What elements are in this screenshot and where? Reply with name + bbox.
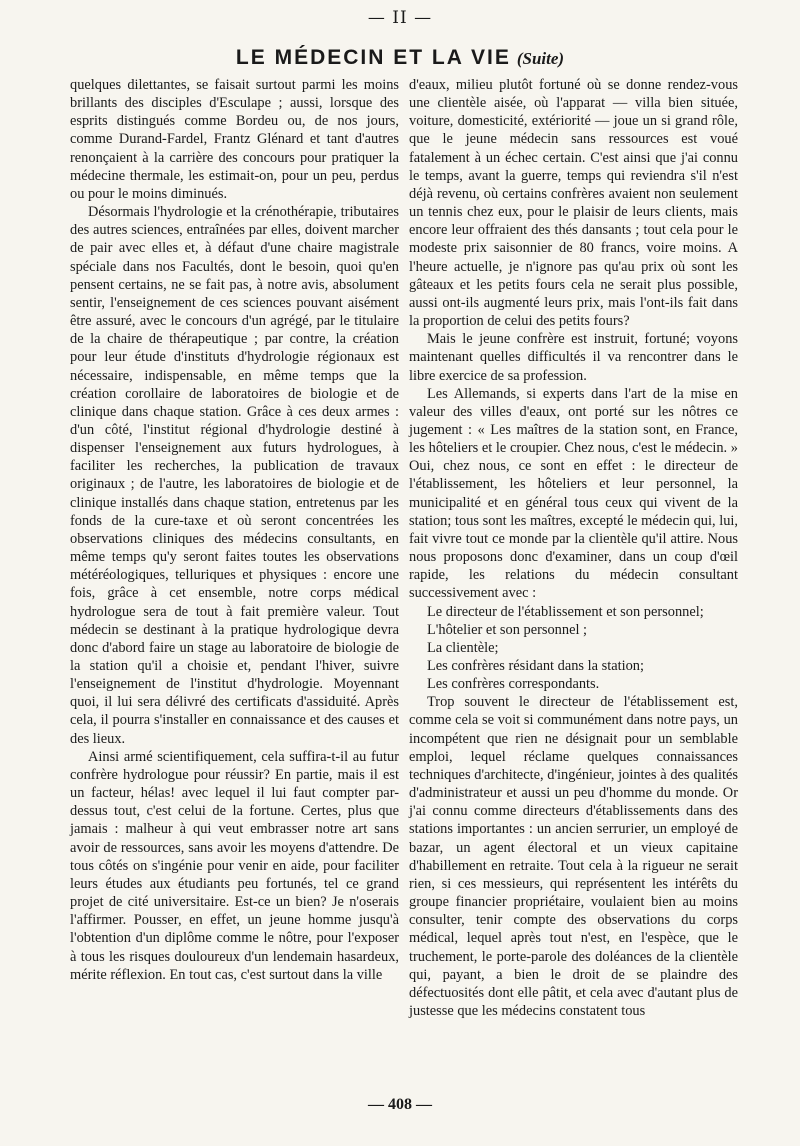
header-title: LE MÉDECIN ET LA VIE <box>235 46 511 69</box>
right-column <box>409 76 738 1020</box>
left-paragraph-2: Désormais l'hydrologie et la crénothérapie, tributaires des autres sciences, entraînées par elles, doivent marcher de pair avec elles et, à défaut d'une chaire magistrale spéciale dans nos Facultés, dont le besoin, quoi qu'en pensent certains, ne se fait pas, à notre avis, absolument sentir, l'enseignement de ces sciences pouvant aisément être assuré, avec le concours d'un agrégé, par le titulaire de la chaire de thérapeutique ; par contre, la création pour leur étude d'instituts d'hydrologie régionaux est nécessaire, indispensable, en même temps que la création corollaire de laboratoires de biologie et de clinique dans chaque station. Grâce à ces deux armes : d'un côté, l'institut régional d'hydrologie destiné à dispenser l'enseignement aux futurs hydrologues, à faciliter les recherches, la publication de travaux originaux ; de l'autre, les laboratoires de biologie et de clinique installés dans chaque station, entretenus par les fonds de la cure-taxe et où seront concentrées les observations cliniques des médecins consultants, en même temps qu'y seront faites toutes les observations météréologiques, telluriques et physiques : encore une fois, grâce à cet ensemble, notre corps médical hydrologue sera de tout à fait première valeur. Tout médecin se destinant à la pratique hydrologique devra donc d'abord faire un stage au laboratoire de biologie de la station qu'il a choisie et, pendant l'hiver, suivre l'enseignement de l'institut d'hydrologie. Moyennant quoi, il lui sera délivré des certificats d'assiduité. Après cela, il pourra s'installer en connaissance et des causes et des lieux. <box>70 204 399 747</box>
right-paragraph-1: d'eaux, milieu plutôt fortuné où se donne rendez-vous une clientèle aisée, où l'apparat — villa bien située, voiture, domesticité, extériorité — joue un si grand rôle, que le jeune médecin sans ressources est voué fatalement à un échec certain. C'est ainsi que j'ai connu le temps, avant la guerre, temps qui reviendra s'il n'est déjà revenu, où certains confrères avaient non seulement un tennis chez eux, pour le plaisir de leurs clients, mais encore leur offraient des thés dansants ; tout cela pour le modeste prix saisonnier de 80 francs, voire moins. A l'heure actuelle, je n'ignore pas qu'au prix où sont les gâteaux et les petits fours cela ne serait plus possible, aussi ont-ils augmenté leurs prix, mais l'ont-ils fait dans la proportion de celui des petits fours? <box>409 77 738 330</box>
page-number-bottom: — 408 — <box>368 1096 432 1113</box>
page-header <box>0 46 800 70</box>
list-item: L'hôtelier et son personnel ; <box>427 621 588 638</box>
left-paragraph-3: Ainsi armé scientifiquement, cela suffira-t-il au futur confrère hydrologue pour réussir? En partie, mais il est un facteur, hélas! avec lequel il lui faut compter par-dessus tout, c'est celui de la fortune. Certes, plus que jamais : malheur à qui veut embrasser notre art sans avoir de ressources, sans avoir les moyens d'attendre. De tous côtés on s'ingénie pour venir en aide, pour faciliter leurs études aux étudiants peu fortunés, tel ce grand projet de cité universitaire. Est-ce un bien? Je n'oserais l'affirmer. Pousser, en effet, un jeune homme jusqu'à l'obtention d'un diplôme comme le nôtre, pour l'exposer à tous les risques douloureux d'un lendemain hasardeux, mérite réflexion. En tout cas, c'est surtout dans la ville <box>70 748 399 983</box>
left-column <box>70 76 399 984</box>
right-paragraph-2: Mais le jeune confrère est instruit, fortuné; voyons maintenant quelles difficultés il va rencontrer dans le libre exercice de sa profession. <box>409 331 738 384</box>
list-item: Le directeur de l'établissement et son personnel; <box>427 603 704 620</box>
left-paragraph-1: quelques dilettantes, se faisait surtout parmi les moins brillants des disciples d'Esculape ; aussi, lorsque des esprits distingués comme Bordeu ou, de nos jours, comme Durand-Fardel, Frantz Glénard et tant d'autres renonçaient à la carrière des concours pour pratiquer la médecine thermale, les estimait-on, pour un peu, perdus ou pour le moins diminués. <box>70 77 399 202</box>
right-paragraph-3: Les Allemands, si experts dans l'art de la mise en valeur des villes d'eaux, ont porté sur les nôtres ce jugement : « Les maîtres de la station sont, en France, les hôteliers et le croupier. Chez nous, c'est le médecin. » Oui, chez nous, ce sont en effet : le directeur de l'établissement, les hôteliers et leur personnel, la municipalité et en général tous ceux qui vivent de la station; tous sont les maîtres, excepté le médecin qui, lui, fait vivre tout ce monde par la clientèle qu'il attire. Nous nous proposons donc d'examiner, dans un coup d'œil rapide, les relations du médecin consultant successivement avec : <box>409 385 738 602</box>
page-number-top: — II — <box>367 8 433 28</box>
right-paragraph-4: Trop souvent le directeur de l'établissement est, comme cela se voit si communément dans notre pays, un incompétent que rien ne désignait pour un semblable emploi, lequel réclame quelques connaissances techniques d'architecte, d'ingénieur, jointes à des qualités d'administrateur et aussi un peu d'homme du monde. Or j'ai connu comme directeurs d'établissements dans des stations importantes : un ancien serrurier, un employé de bazar, un agent électoral et un vieux capitaine d'habillement en retraite. Tout cela à la rigueur ne serait rien, si ces messieurs, qui représentent les intérêts du groupe financier propriétaire, voulaient bien au moins consulter, tenir compte des observations du corps médical, lequel après tout n'est, en l'espèce, que le truchement, le porte-parole des doléances de la clientèle qui, payant, a bien le droit de se plaindre des défectuosités dont elle pâtit, et cela avec d'autant plus de justesse que les médecins constatent tous <box>409 694 738 1019</box>
list-item: La clientèle; <box>427 639 499 656</box>
list-item: Les confrères résidant dans la station; <box>427 658 644 674</box>
header-suite: (Suite) <box>516 49 565 68</box>
list-item: Les confrères correspondants. <box>427 676 600 693</box>
